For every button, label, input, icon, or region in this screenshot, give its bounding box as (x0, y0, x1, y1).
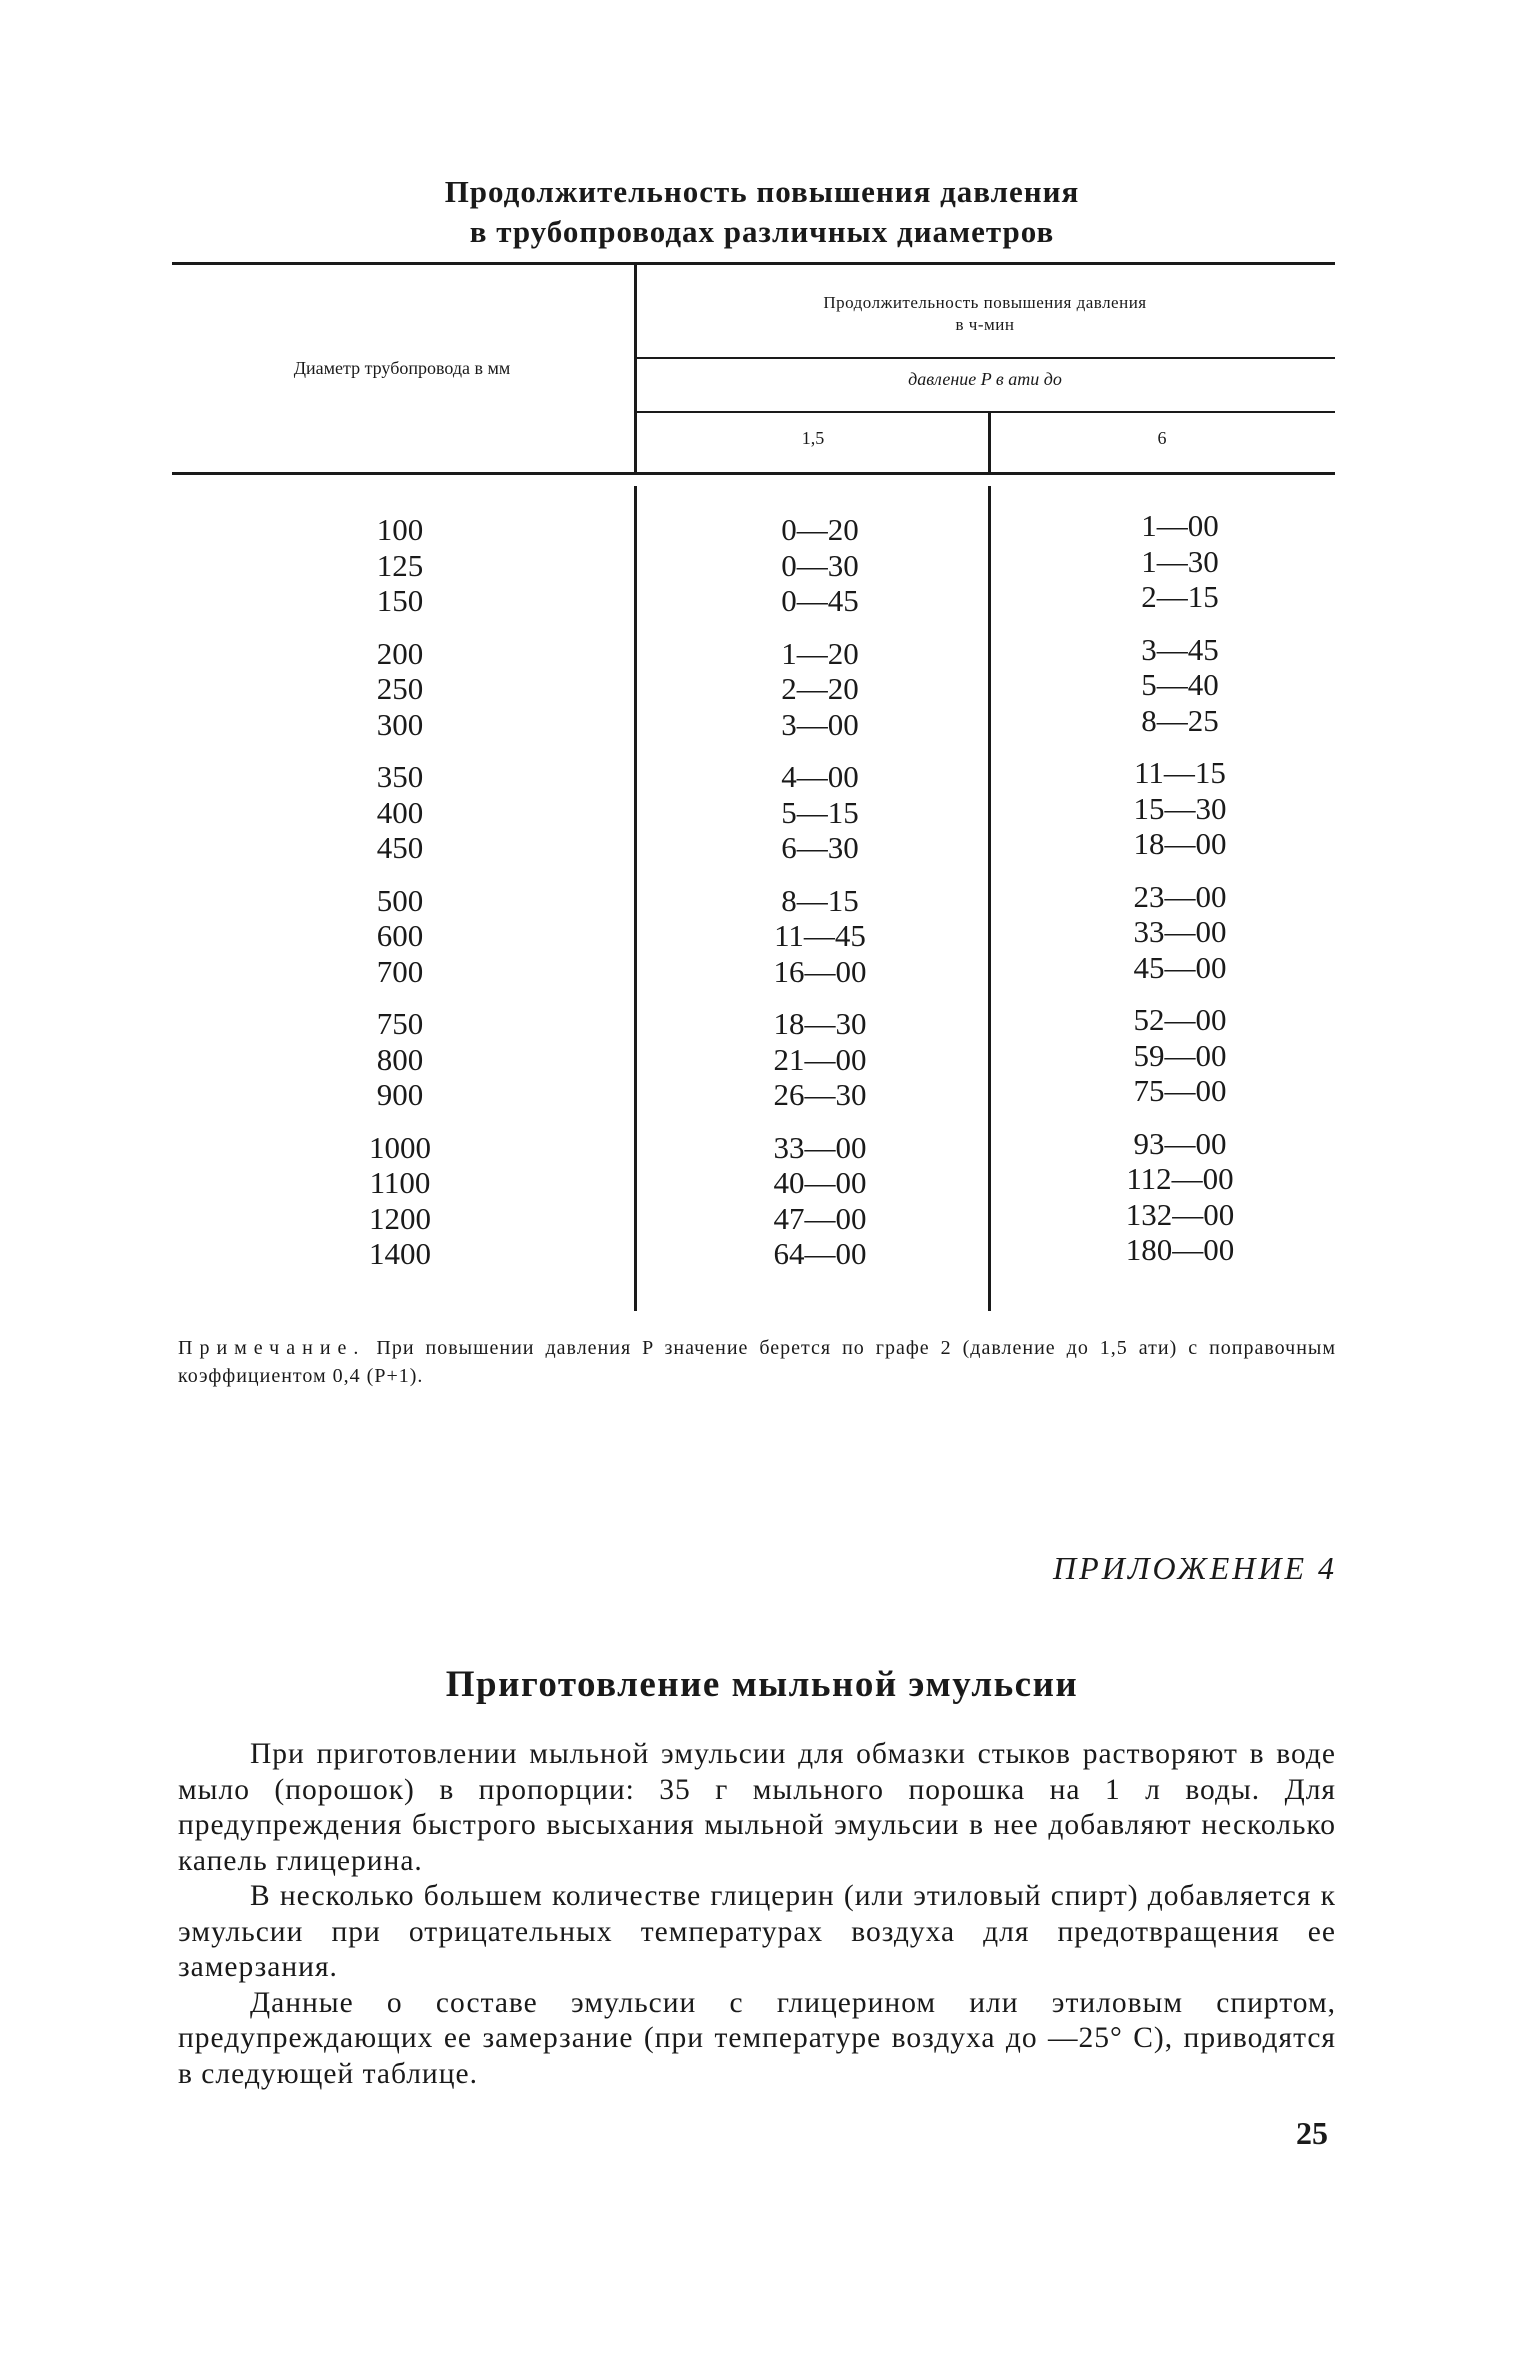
table-cell: 52—00 (1133, 1002, 1227, 1037)
table-cell: 16—00 (773, 953, 867, 989)
table-cell: 1—20 (781, 635, 859, 671)
table-cell: 450 (376, 830, 424, 865)
row-group (320, 636, 480, 743)
row-group (320, 759, 480, 866)
table-cell: 600 (376, 918, 424, 953)
pressure-6-column (1080, 508, 1280, 1285)
table-cell: 23—00 (1133, 878, 1227, 914)
row-group (1080, 508, 1280, 615)
table-cell: 11—45 (774, 918, 866, 953)
note-text: При повышении давления P значение берется по графе 2 (давление до 1,5 ати) с поправочным коэффициентом 0,4 (P+1). (178, 1337, 1336, 1387)
diameter-column (320, 512, 480, 1289)
note-label: Примечание. (178, 1337, 366, 1359)
table-cell: 700 (376, 953, 424, 989)
row-group (320, 1006, 480, 1113)
table-cell: 64—00 (773, 1236, 867, 1271)
table-cell: 125 (376, 547, 424, 583)
pressure-1-5-column (720, 512, 920, 1289)
table-cell: 0—30 (781, 547, 859, 583)
table-caption (180, 172, 1344, 252)
table-cell: 0—45 (781, 583, 859, 618)
table-cell: 5—15 (781, 794, 859, 830)
row-group (1080, 755, 1280, 862)
table-cell: 1100 (369, 1165, 431, 1200)
row-group (320, 1130, 480, 1272)
row-group (1080, 1002, 1280, 1109)
column-group-header-line-1: Продолжительность повышения давления (823, 293, 1147, 312)
table-cell: 18—00 (1133, 826, 1227, 861)
paragraph: В несколько большем количестве глицерин (или этиловый спирт) добавляется к эмульсии при отрицательных температурах воздуха для предотвращения ее замерзания. (178, 1880, 1336, 1983)
appendix-label: ПРИЛОЖЕНИЕ 4 (1053, 1550, 1337, 1586)
table-cell: 150 (376, 583, 424, 618)
table-cell: 11—15 (1134, 755, 1226, 790)
table-cell: 350 (376, 759, 424, 794)
table-cell: 2—15 (1141, 579, 1219, 614)
table-cell: 1—00 (1141, 508, 1219, 543)
table-cell: 21—00 (773, 1041, 867, 1077)
table-cell: 132—00 (1125, 1196, 1235, 1232)
row-group (1080, 1126, 1280, 1268)
table-cell: 33—00 (773, 1129, 867, 1165)
table-cell: 5—40 (1141, 667, 1219, 702)
table-cell: 26—30 (773, 1077, 867, 1112)
table-top-rule (172, 262, 1335, 265)
row-group (320, 883, 480, 990)
header-divider-2 (988, 413, 991, 473)
table-cell: 33—00 (1133, 914, 1227, 949)
table-cell: 8—15 (781, 882, 859, 918)
table-cell: 900 (376, 1077, 424, 1112)
table-cell: 47—00 (773, 1200, 867, 1236)
table-cell: 59—00 (1133, 1037, 1227, 1073)
table-cell: 18—30 (773, 1006, 867, 1041)
table-cell: 45—00 (1133, 949, 1227, 985)
row-group (1080, 632, 1280, 739)
table-cell: 3—00 (781, 706, 859, 742)
table-cell: 1000 (369, 1129, 431, 1165)
table-cell: 40—00 (773, 1165, 867, 1200)
row-group (320, 512, 480, 619)
table-cell: 750 (376, 1006, 424, 1041)
table-cell: 6—30 (781, 830, 859, 865)
paragraph: Данные о составе эмульсии с глицерином или этиловым спиртом, предупреждающих ее замерзание (при температуре воздуха до —25° С), приводятся в следующей таблице. (178, 1986, 1336, 2090)
row-group (720, 1006, 920, 1113)
header-divider-1 (634, 263, 637, 473)
table-cell: 1—30 (1141, 543, 1219, 579)
column-header-1-5: 1,5 (801, 428, 825, 448)
row-group (720, 1130, 920, 1272)
column-group-header-line-2: в ч-мин (955, 315, 1015, 334)
table-cell: 2—20 (781, 671, 859, 706)
table-cell: 15—30 (1133, 790, 1227, 826)
table-cell: 0—20 (781, 512, 859, 547)
table-cell: 250 (376, 671, 424, 706)
table-caption-line-2: в трубопроводах различных диаметров (469, 214, 1055, 249)
table-caption-line-1: Продолжительность повышения давления (444, 174, 1080, 209)
row-group (720, 759, 920, 866)
table-cell: 500 (376, 882, 424, 918)
table-cell: 112—00 (1126, 1161, 1234, 1196)
table-note (178, 1334, 1336, 1390)
column-group-header (640, 292, 1330, 336)
column-header-diameter: Диаметр трубопровода в мм (293, 358, 511, 378)
table-cell: 180—00 (1125, 1232, 1235, 1267)
group-header-rule (635, 357, 1335, 359)
paragraph: При приготовлении мыльной эмульсии для обмазки стыков растворяют в воде мыло (порошок) в пропорции: 35 г мыльного порошка на 1 л воды. Для предупреждения быстрого высыхания мыльной эмульсии в нее добавляют несколько капель глицерина. (178, 1738, 1336, 1877)
body-divider-2 (988, 486, 991, 1311)
table-cell: 4—00 (781, 759, 859, 794)
table-cell: 800 (376, 1041, 424, 1077)
body-text (178, 1737, 1336, 2092)
body-divider-1 (634, 486, 637, 1311)
table-cell: 1400 (369, 1236, 431, 1271)
table-cell: 3—45 (1141, 631, 1219, 667)
table-cell: 8—25 (1141, 702, 1219, 738)
subgroup-header-rule (635, 411, 1335, 413)
header-bottom-rule (172, 472, 1335, 475)
row-group (1080, 879, 1280, 986)
table-cell: 93—00 (1133, 1125, 1227, 1161)
page-number: 25 (1296, 2115, 1328, 2151)
table-cell: 75—00 (1133, 1073, 1227, 1108)
table-cell: 200 (376, 635, 424, 671)
row-group (720, 636, 920, 743)
table-cell: 1200 (369, 1200, 431, 1236)
section-title: Приготовление мыльной эмульсии (445, 1664, 1079, 1705)
table-cell: 100 (376, 512, 424, 547)
column-subgroup-header: давление P в ати до (908, 369, 1062, 389)
table-cell: 300 (376, 706, 424, 742)
row-group (720, 883, 920, 990)
column-header-6: 6 (1157, 428, 1167, 448)
row-group (720, 512, 920, 619)
table-cell: 400 (376, 794, 424, 830)
